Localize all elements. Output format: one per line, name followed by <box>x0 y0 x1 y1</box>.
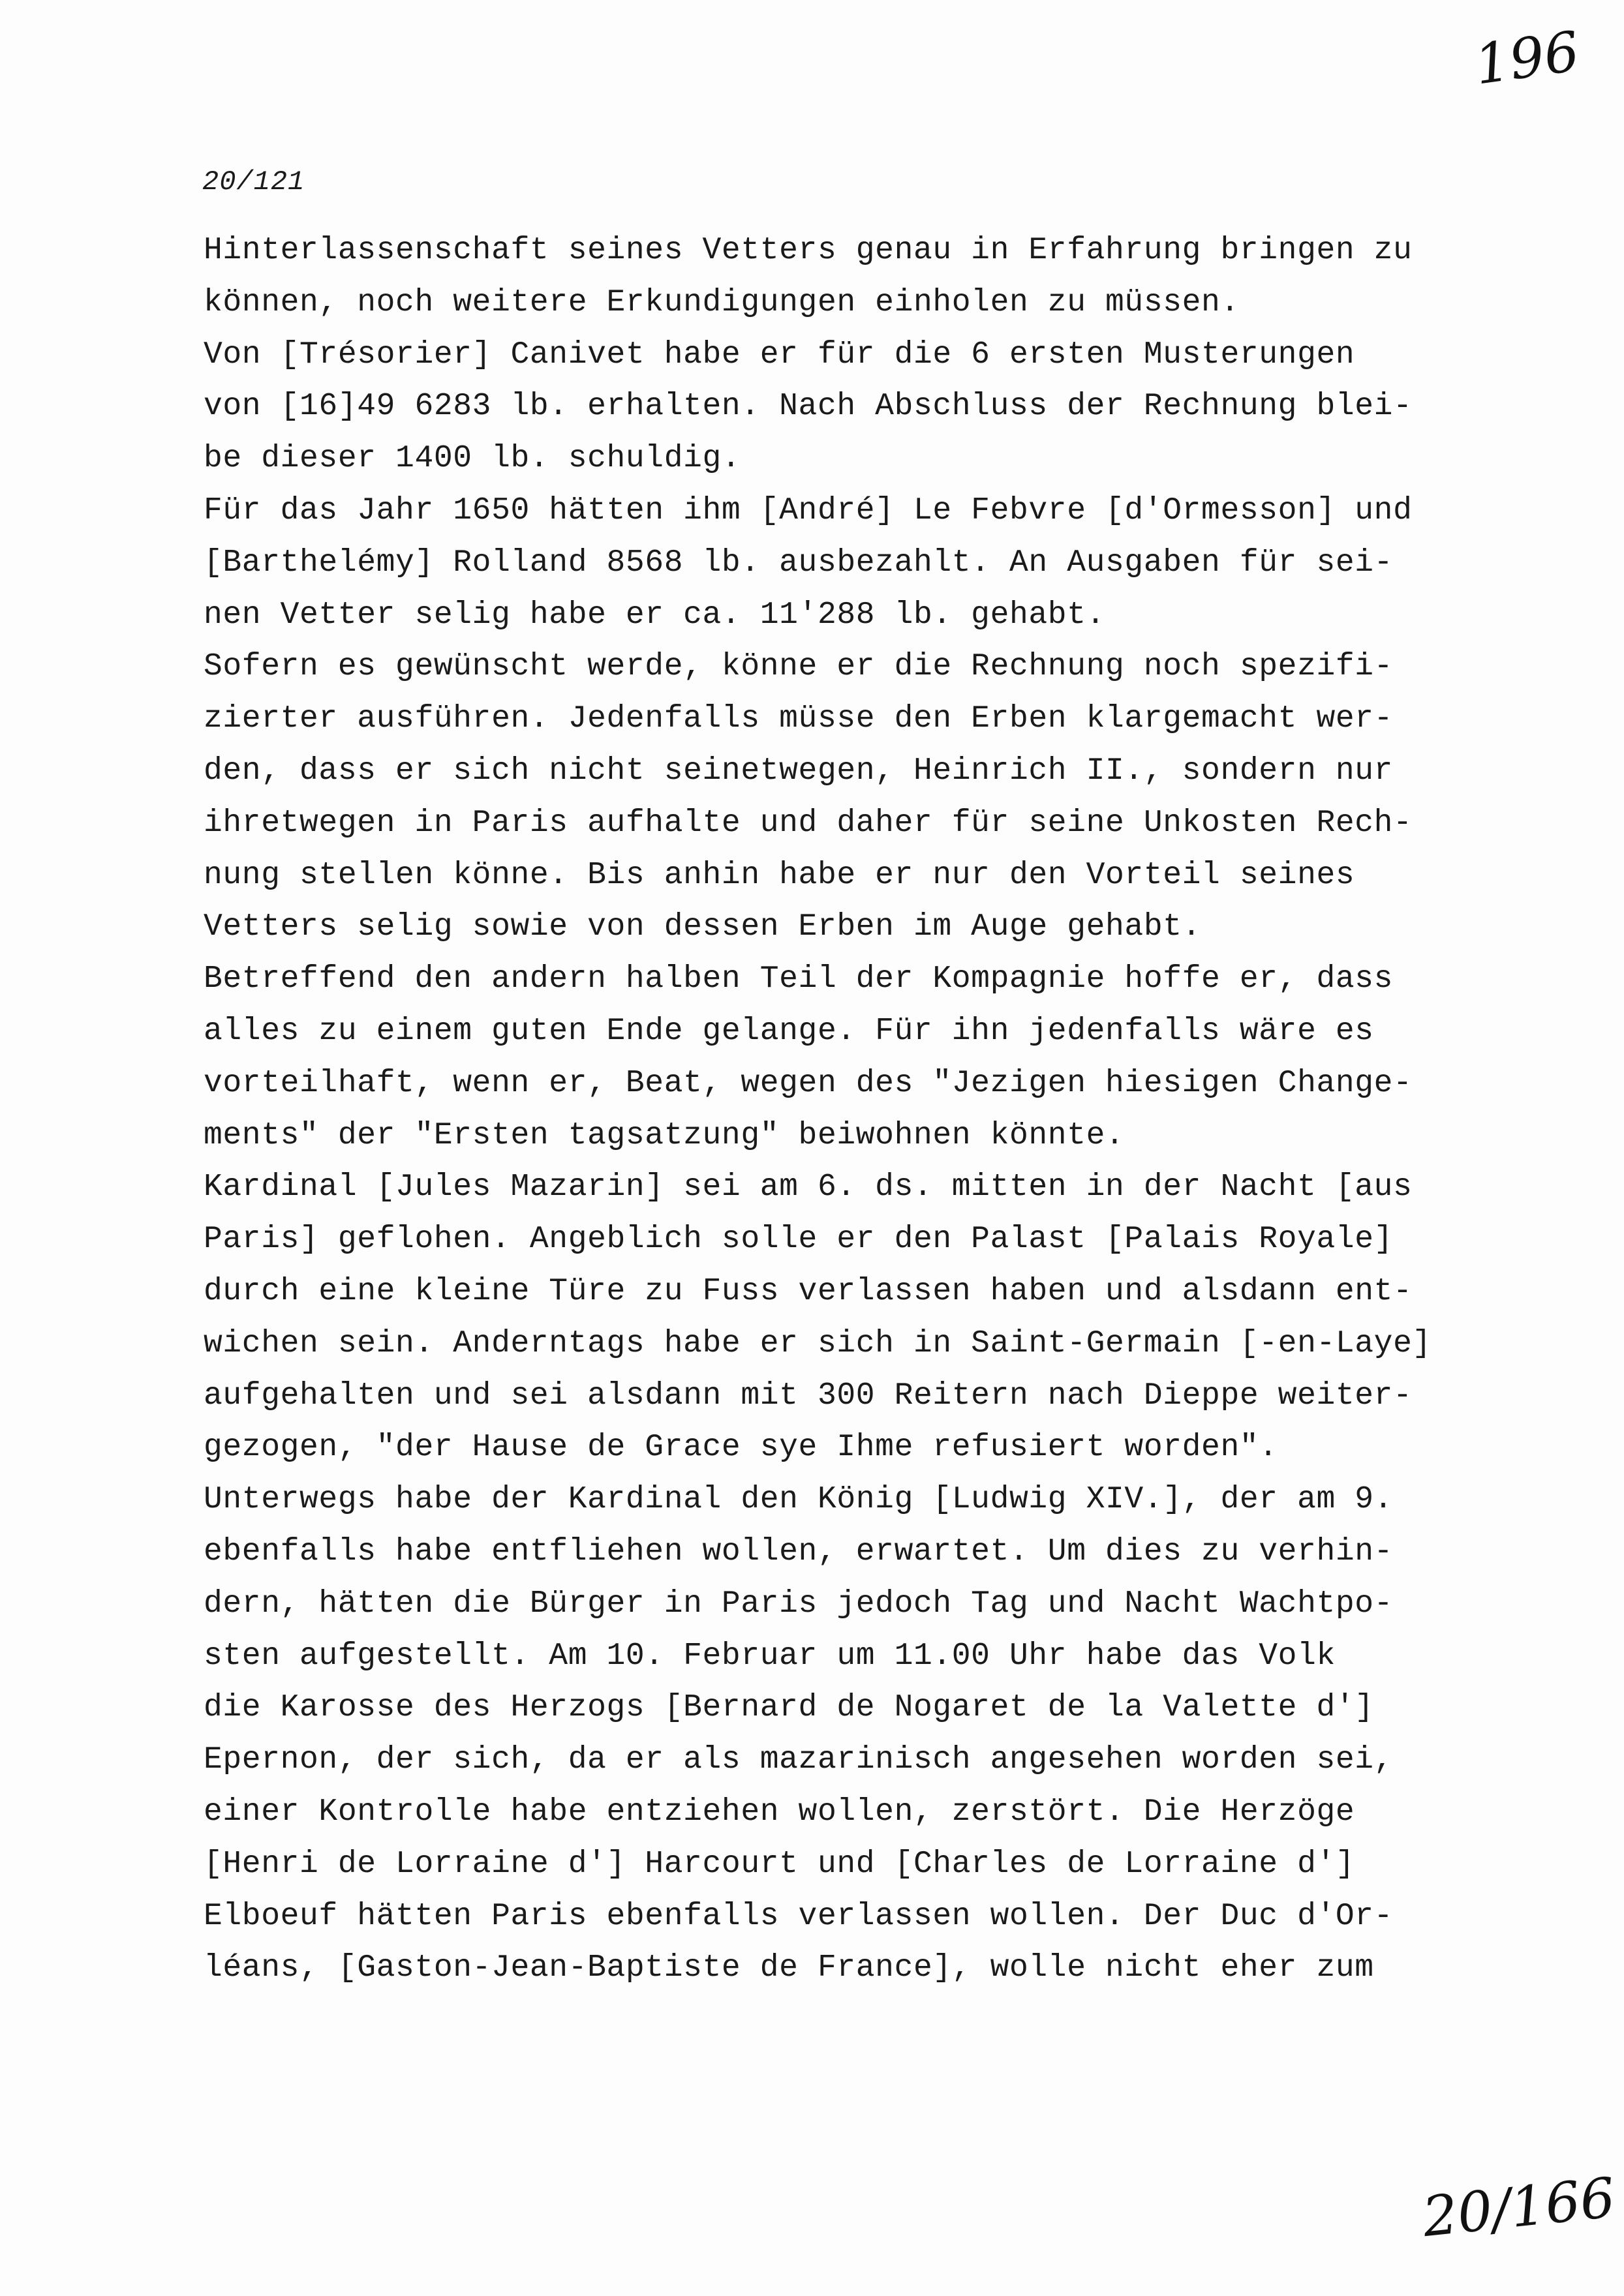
text-line: Für das Jahr 1650 hätten ihm [André] Le Febvre [d'Ormesson] und <box>204 492 1413 528</box>
text-line: ments" der "Ersten tagsatzung" beiwohnen könnte. <box>204 1117 1125 1153</box>
text-line: nung stellen könne. Bis anhin habe er nur den Vorteil seines <box>204 857 1355 893</box>
text-line: ebenfalls habe entfliehen wollen, erwartet. Um dies zu verhin- <box>204 1533 1394 1569</box>
text-line: aufgehalten und sei alsdann mit 300 Reitern nach Dieppe weiter- <box>204 1378 1413 1413</box>
text-line: durch eine kleine Türe zu Fuss verlassen haben und alsdann ent- <box>204 1273 1413 1309</box>
handwritten-folio-top: 196 <box>1470 19 1584 97</box>
text-line: [Barthelémy] Rolland 8568 lb. ausbezahlt. An Ausgaben für sei- <box>204 545 1394 581</box>
text-line: Elboeuf hätten Paris ebenfalls verlassen wollen. Der Duc d'Or- <box>204 1898 1394 1934</box>
text-line: einer Kontrolle habe entziehen wollen, zerstört. Die Herzöge <box>204 1794 1355 1830</box>
text-line: alles zu einem guten Ende gelange. Für ihn jedenfalls wäre es <box>204 1013 1374 1049</box>
text-line: den, dass er sich nicht seinetwegen, Heinrich II., sondern nur <box>204 753 1394 789</box>
text-line: Paris] geflohen. Angeblich solle er den Palast [Palais Royale] <box>204 1222 1394 1258</box>
text-line: be dieser 1400 lb. schuldig. <box>204 441 741 477</box>
handwritten-folio-bottom: 20/166 <box>1419 2165 1618 2250</box>
text-line: dern, hätten die Bürger in Paris jedoch Tag und Nacht Wachtpo- <box>204 1586 1394 1622</box>
text-line: Sofern es gewünscht werde, könne er die Rechnung noch spezifi- <box>204 649 1394 685</box>
text-line: [Henri de Lorraine d'] Harcourt und [Charles de Lorraine d'] <box>204 1846 1355 1882</box>
text-line: zierter ausführen. Jedenfalls müsse den Erben klargemacht wer- <box>204 701 1394 737</box>
text-line: nen Vetter selig habe er ca. 11'288 lb. gehabt. <box>204 597 1106 633</box>
text-line: gezogen, "der Hause de Grace sye Ihme refusiert worden". <box>204 1430 1278 1466</box>
text-line: können, noch weitere Erkundigungen einholen zu müssen. <box>204 284 1240 320</box>
text-line: Vetters selig sowie von dessen Erben im Auge gehabt. <box>204 909 1202 945</box>
text-line: Von [Trésorier] Canivet habe er für die 6 ersten Musterungen <box>204 337 1355 372</box>
text-line: von [16]49 6283 lb. erhalten. Nach Abschluss der Rechnung blei- <box>204 389 1413 425</box>
text-line: Unterwegs habe der Kardinal den König [Ludwig XIV.], der am 9. <box>204 1482 1394 1518</box>
text-line: Betreffend den andern halben Teil der Kompagnie hoffe er, dass <box>204 961 1394 997</box>
text-line: die Karosse des Herzogs [Bernard de Nogaret de la Valette d'] <box>204 1690 1374 1726</box>
text-line: Epernon, der sich, da er als mazarinisch angesehen worden sei, <box>204 1742 1394 1778</box>
text-line: wichen sein. Anderntags habe er sich in Saint-Germain [-en-Laye] <box>204 1325 1432 1361</box>
page-number: 20/121 <box>202 166 305 198</box>
text-line: vorteilhaft, wenn er, Beat, wegen des "Jezigen hiesigen Change- <box>204 1065 1413 1101</box>
text-line: sten aufgestellt. Am 10. Februar um 11.00 Uhr habe das Volk <box>204 1638 1336 1674</box>
text-line: ihretwegen in Paris aufhalte und daher für seine Unkosten Rech- <box>204 805 1413 841</box>
text-line: Hinterlassenschaft seines Vetters genau in Erfahrung bringen zu <box>204 233 1413 268</box>
text-line: Kardinal [Jules Mazarin] sei am 6. ds. mitten in der Nacht [aus <box>204 1170 1413 1205</box>
text-line: léans, [Gaston-Jean-Baptiste de France], wolle nicht eher zum <box>204 1950 1374 1986</box>
body-text <box>204 225 1509 1995</box>
